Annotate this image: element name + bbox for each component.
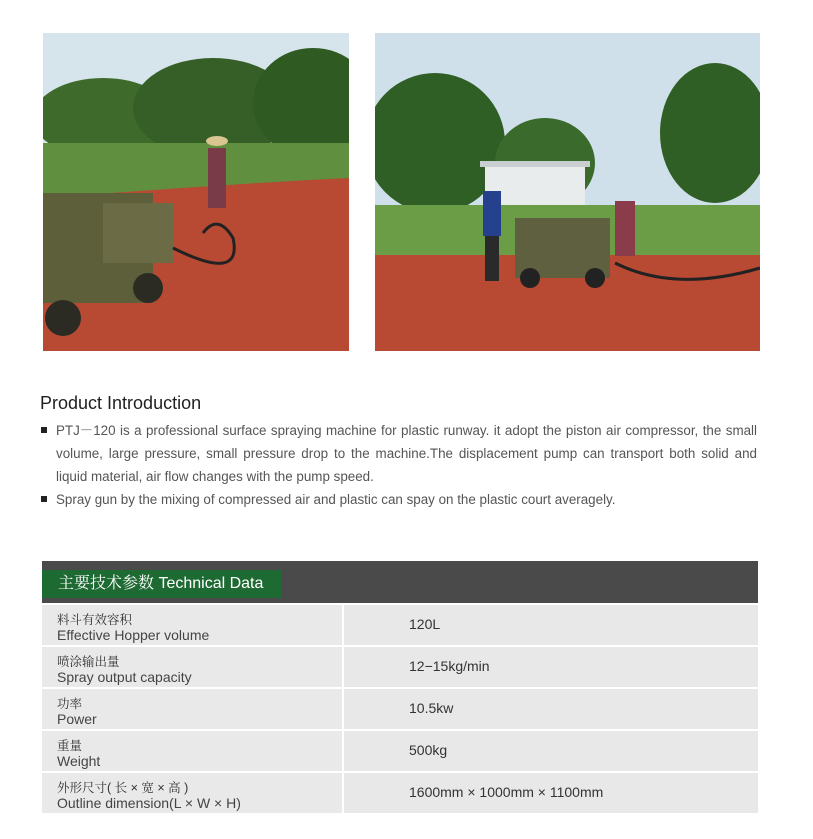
table-header-title: 主要技术参数 Technical Data [42, 570, 281, 598]
row-label-cn: 料斗有效容积 [57, 613, 133, 627]
table-header-bar [42, 561, 758, 603]
table-row [42, 689, 758, 729]
table-row [42, 773, 758, 813]
row-label-cn: 喷涂输出量 [57, 655, 120, 669]
intro-bullet [41, 488, 757, 511]
table-row [42, 731, 758, 771]
photo-right-illustration [375, 33, 760, 351]
row-label-en: Effective Hopper volume [57, 627, 210, 643]
row-label-cn: 重量 [57, 739, 83, 753]
bullet-square-icon [41, 427, 47, 433]
row-value: 1600mm × 1000mm × 1100mm [409, 784, 604, 800]
row-label-en: Weight [57, 753, 101, 769]
row-label-cn: 外形尺寸( 长 × 宽 × 高 ) [57, 781, 189, 795]
row-label [42, 605, 344, 645]
bullet-square-icon [41, 496, 47, 502]
row-value: 500kg [409, 742, 448, 758]
row-label [42, 689, 344, 729]
intro-bullet [41, 419, 757, 488]
row-label-cn: 功率 [57, 697, 83, 711]
photo-left-illustration [43, 33, 349, 351]
intro-bullet-text: PTJ－120 is a professional surface spraying machine for plastic runway. it adopt the piston air compressor, the small volume, large pressure, small pressure drop to the machine.The displacement pump can transport both solid and liquid material, air flow changes with the pump speed. [56, 423, 757, 484]
technical-data-table [42, 561, 758, 813]
row-value: 12−15kg/min [409, 658, 490, 674]
row-label [42, 647, 344, 687]
table-row [42, 605, 758, 645]
photo-machine-on-track [375, 33, 760, 351]
row-label-en: Outline dimension(L × W × H) [57, 795, 241, 811]
row-value: 10.5kw [409, 700, 454, 716]
photo-worker-spraying-track [43, 33, 349, 351]
row-label [42, 731, 344, 771]
row-label-en: Power [57, 711, 97, 727]
row-label [42, 773, 344, 813]
row-label-en: Spray output capacity [57, 669, 192, 685]
table-row [42, 647, 758, 687]
row-value: 120L [409, 616, 441, 632]
section-title: Product Introduction [40, 393, 202, 413]
intro-bullet-text: Spray gun by the mixing of compressed air and plastic can spay on the plastic court averagely. [56, 492, 616, 507]
